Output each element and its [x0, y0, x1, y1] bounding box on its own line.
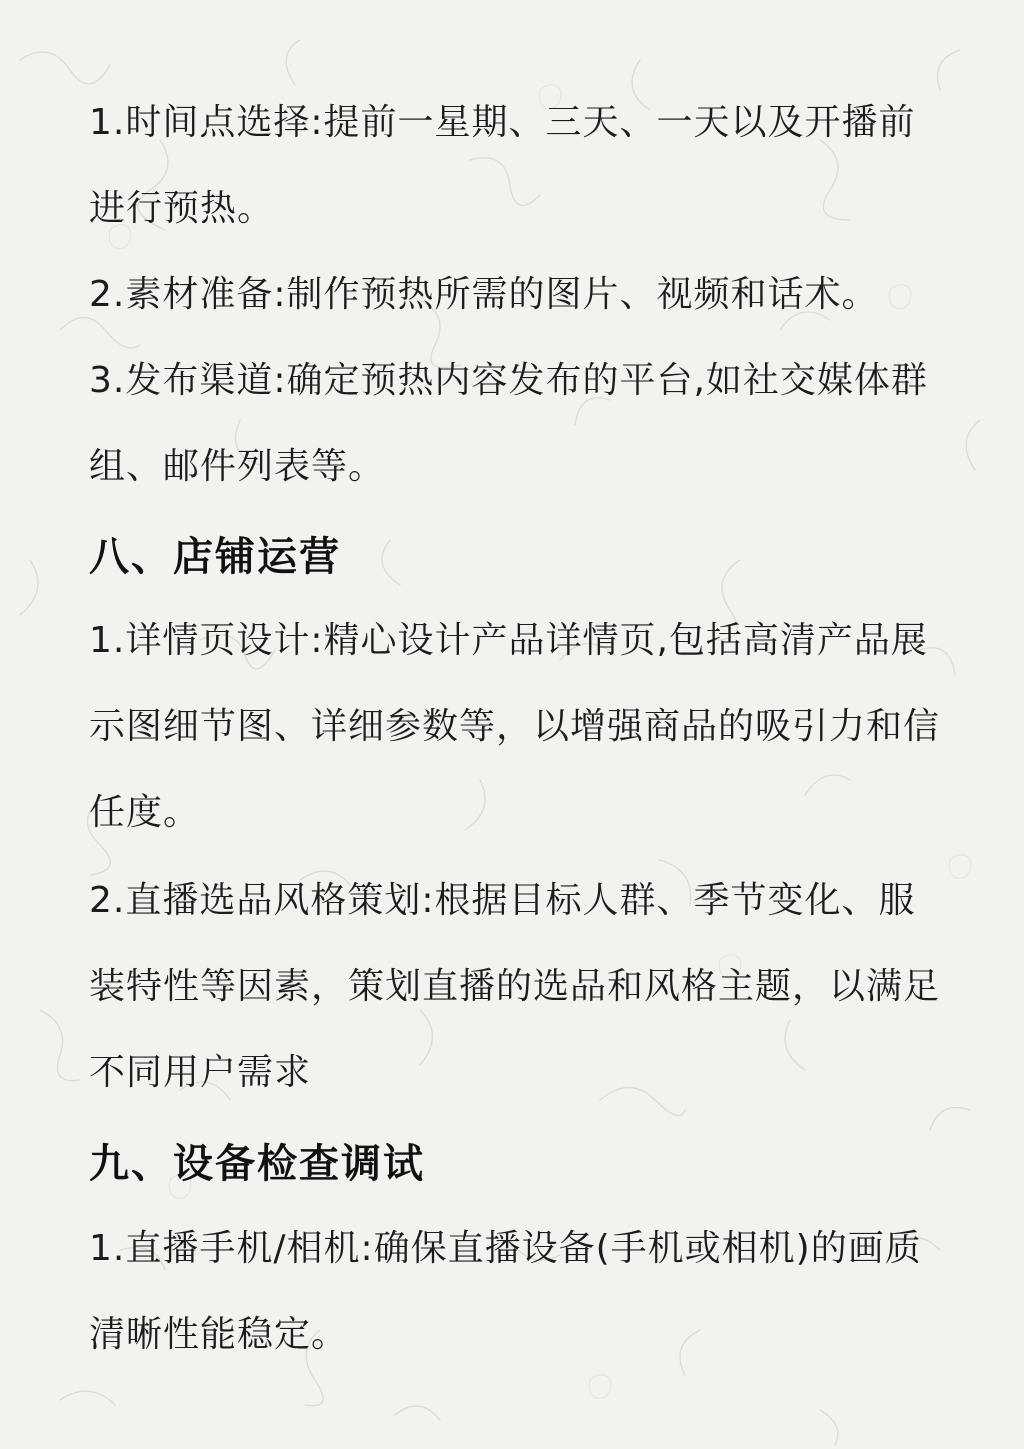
intro-paragraph-channels: 3.发布渠道:确定预热内容发布的平台,如社交媒体群组、邮件列表等。	[89, 360, 928, 487]
section-8-item-product-selection: 2.直播选品风格策划:根据目标人群、季节变化、服装特性等因素，策划直播的选品和风格主题，以满足不同用户需求	[89, 880, 941, 1093]
intro-paragraph-materials: 2.素材准备:制作预热所需的图片、视频和话术。	[89, 274, 879, 315]
section-8-heading: 八、店铺运营	[89, 534, 341, 580]
section-8-item-detail-page: 1.详情页设计:精心设计产品详情页,包括高清产品展示图细节图、详细参数等，以增强商品的吸引力和信任度。	[89, 620, 941, 833]
section-9-item-device: 1.直播手机/相机:确保直播设备(手机或相机)的画质清晰性能稳定。	[89, 1228, 922, 1355]
intro-paragraph-timing: 1.时间点选择:提前一星期、三天、一天以及开播前进行预热。	[89, 102, 916, 229]
section-9-heading: 九、设备检查调试	[89, 1141, 425, 1187]
